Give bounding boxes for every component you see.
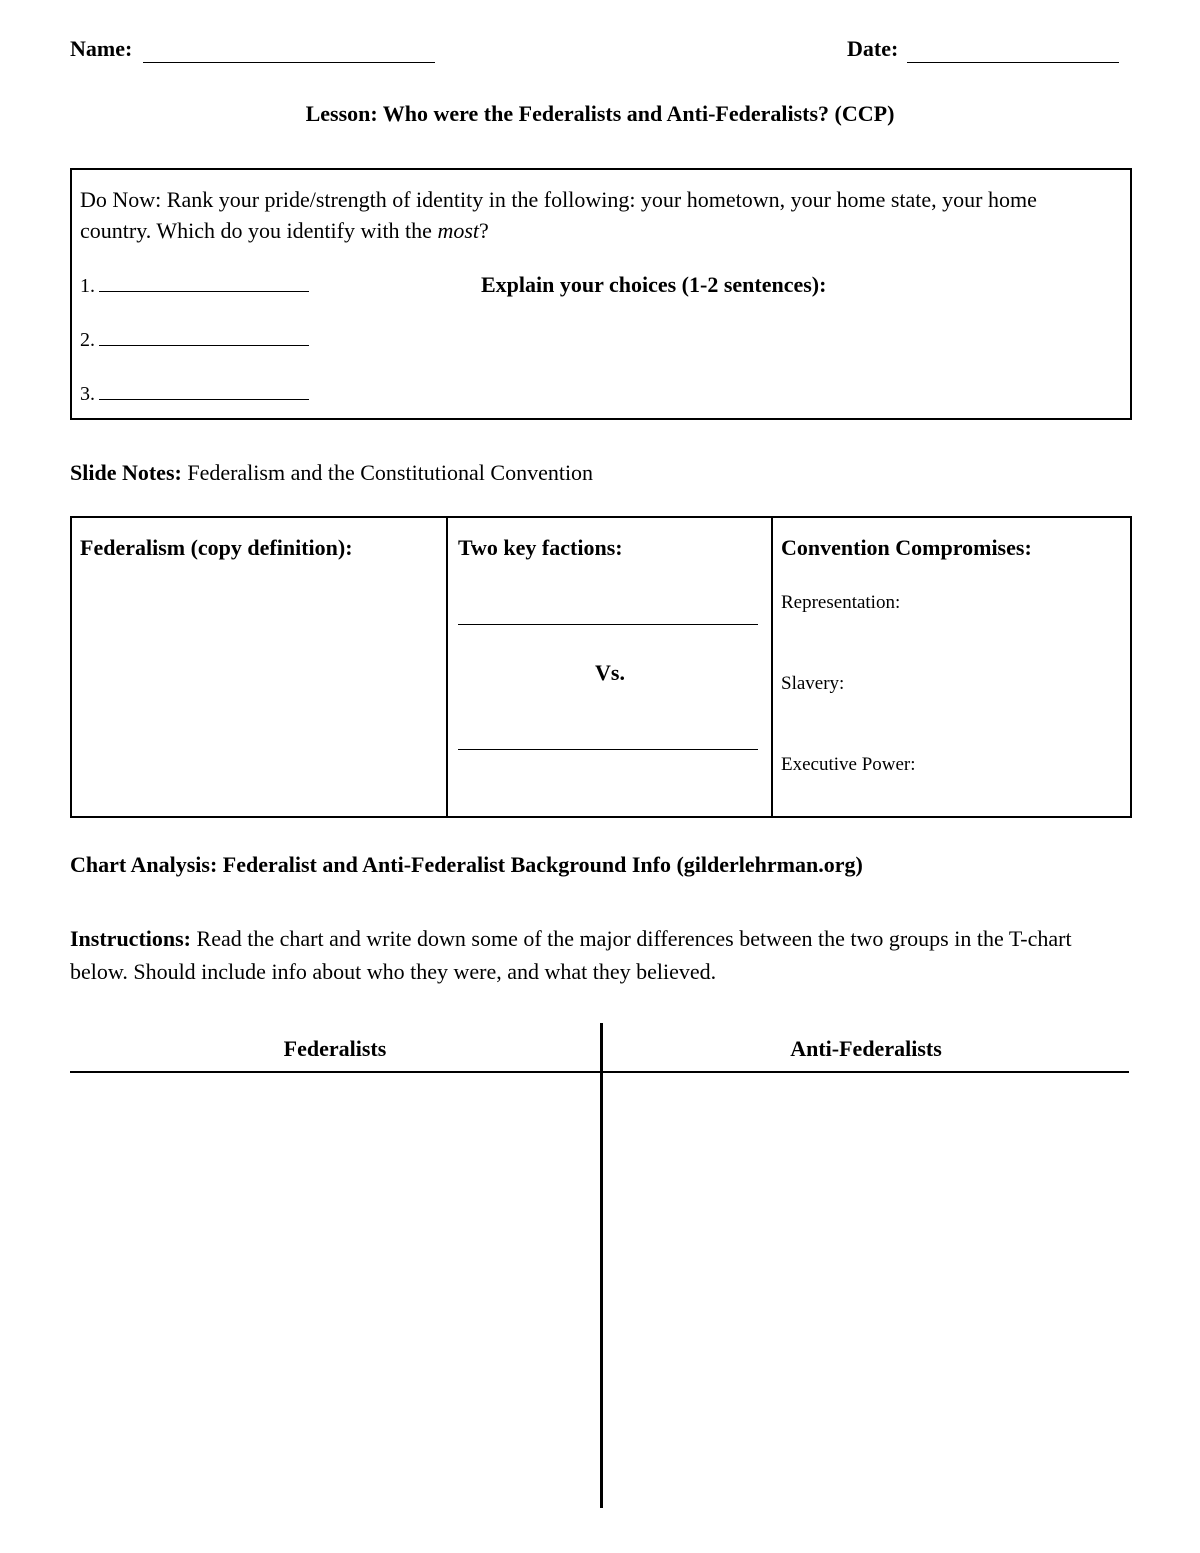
t-chart-vertical-line [600,1023,603,1508]
chart-analysis-heading: Chart Analysis: Federalist and Anti-Federalist Background Info (gilderlehrman.org) [70,852,863,877]
faction-answer-line-2[interactable] [458,749,758,750]
rank-item-2[interactable] [80,329,309,352]
compromise-executive-power: Executive Power: [781,754,916,775]
t-chart-horizontal-line [70,1071,1129,1073]
rank-number: 2. [80,329,95,351]
slide-notes-label: Slide Notes: [70,460,182,485]
instructions-text: Read the chart and write down some of the major differences between the two groups in the T-chart below. Should include info about who they were, and what they believed. [70,926,1072,984]
t-chart-header-anti-federalists: Anti-Federalists [790,1036,942,1061]
slide-notes-text: Federalism and the Constitutional Convention [181,460,594,485]
t-chart-header-federalists: Federalists [283,1036,387,1061]
rank-answer-line[interactable] [99,385,309,400]
slide-notes-heading [70,460,593,486]
t-chart-federalists-area[interactable] [70,1078,598,1506]
faction-answer-line-1[interactable] [458,624,758,625]
rank-number: 3. [80,383,95,405]
lesson-title: Lesson: Who were the Federalists and Anti-Federalists? (CCP) [305,101,895,126]
do-now-prompt-end: ? [479,218,489,243]
name-label: Name: [70,36,133,61]
vs-label: Vs. [595,660,625,685]
date-label: Date: [847,36,899,61]
rank-item-3[interactable] [80,383,309,406]
compromise-slavery: Slavery: [781,673,845,694]
instructions-label: Instructions: [70,926,192,951]
rank-number: 1. [80,275,95,297]
do-now-prompt [80,184,1110,246]
compromise-representation: Representation: [781,592,901,613]
name-field[interactable] [143,44,435,63]
do-now-prompt-start: Do Now: Rank your pride/strength of identity in the following: your hometown, your home state, your home country. Which do you identify with the [80,187,1037,243]
compromises-header: Convention Compromises: [781,535,1032,560]
explain-prompt: Explain your choices (1-2 sentences): [481,272,827,297]
rank-answer-line[interactable] [99,331,309,346]
rank-answer-line[interactable] [99,277,309,292]
do-now-prompt-emphasis: most [437,218,479,243]
factions-header: Two key factions: [458,535,623,560]
date-field[interactable] [907,44,1119,63]
federalism-header: Federalism (copy definition): [80,535,353,560]
t-chart-anti-federalists-area[interactable] [605,1078,1129,1506]
rank-item-1[interactable] [80,275,309,298]
instructions [70,922,1130,988]
